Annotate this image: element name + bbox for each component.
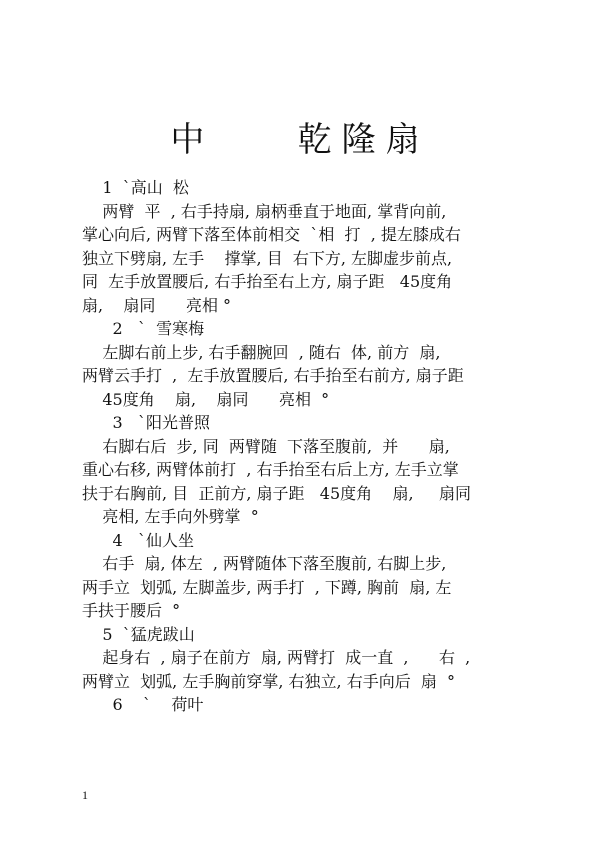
document-body	[82, 176, 542, 717]
section-heading: 1 `高山 松	[82, 178, 189, 197]
body-line: 亮相, 左手向外劈掌 °	[82, 507, 259, 526]
document-title: 中 乾隆扇	[170, 120, 430, 160]
body-line: 重心右移, 两臂体前打 , 右手抬至右后上方, 左手立掌	[82, 460, 459, 479]
section-heading: 3 `阳光普照	[82, 413, 210, 432]
body-line: 两臂 平 , 右手持扇, 扇柄垂直于地面, 掌背向前,	[82, 201, 447, 221]
body-line: 手扶于腰后 °	[82, 601, 181, 620]
body-line: 右脚右后 步, 同 两臂随 下落至腹前, 并 扇,	[82, 436, 450, 456]
body-line: 左脚右前上步, 右手翻腕回 , 随右 体, 前方 扇,	[82, 342, 441, 362]
page-number: 1	[82, 788, 88, 802]
body-line: 同 左手放置腰后, 右手抬至右上方, 扇子距 45度角	[82, 272, 453, 291]
body-line: 扇, 扇同 亮相 °	[82, 295, 232, 315]
body-line: 右手 扇, 体左 , 两臂随体下落至腹前, 右脚上步,	[82, 554, 447, 573]
body-line: 两臂云手打 , 左手放置腰后, 右手抬至右前方, 扇子距	[82, 366, 464, 385]
section-heading: 4 `仙人坐	[82, 530, 194, 550]
body-line: 掌心向后, 两臂下落至体前相交 `相 打 , 提左膝成右	[82, 225, 461, 244]
body-line: 两手立 划弧, 左脚盖步, 两手打 , 下蹲, 胸前 扇, 左	[82, 577, 452, 597]
body-line: 两臂立 划弧, 左手胸前穿掌, 右独立, 右手向后 扇 °	[82, 671, 456, 691]
body-line: 起身右 , 扇子在前方 扇, 两臂打 成一直 , 右 ,	[82, 648, 471, 667]
section-heading: 2 ` 雪寒梅	[82, 319, 205, 338]
body-line: 45度角 扇, 扇同 亮相 °	[82, 389, 330, 409]
section-heading: 6 ` 荷叶	[82, 695, 204, 714]
body-line: 扶于右胸前, 目 正前方, 扇子距 45度角 扇, 扇同	[82, 483, 471, 503]
body-line: 独立下劈扇, 左手 撑掌, 目 右下方, 左脚虚步前点,	[82, 248, 453, 268]
section-heading: 5 `猛虎跋山	[82, 624, 195, 644]
